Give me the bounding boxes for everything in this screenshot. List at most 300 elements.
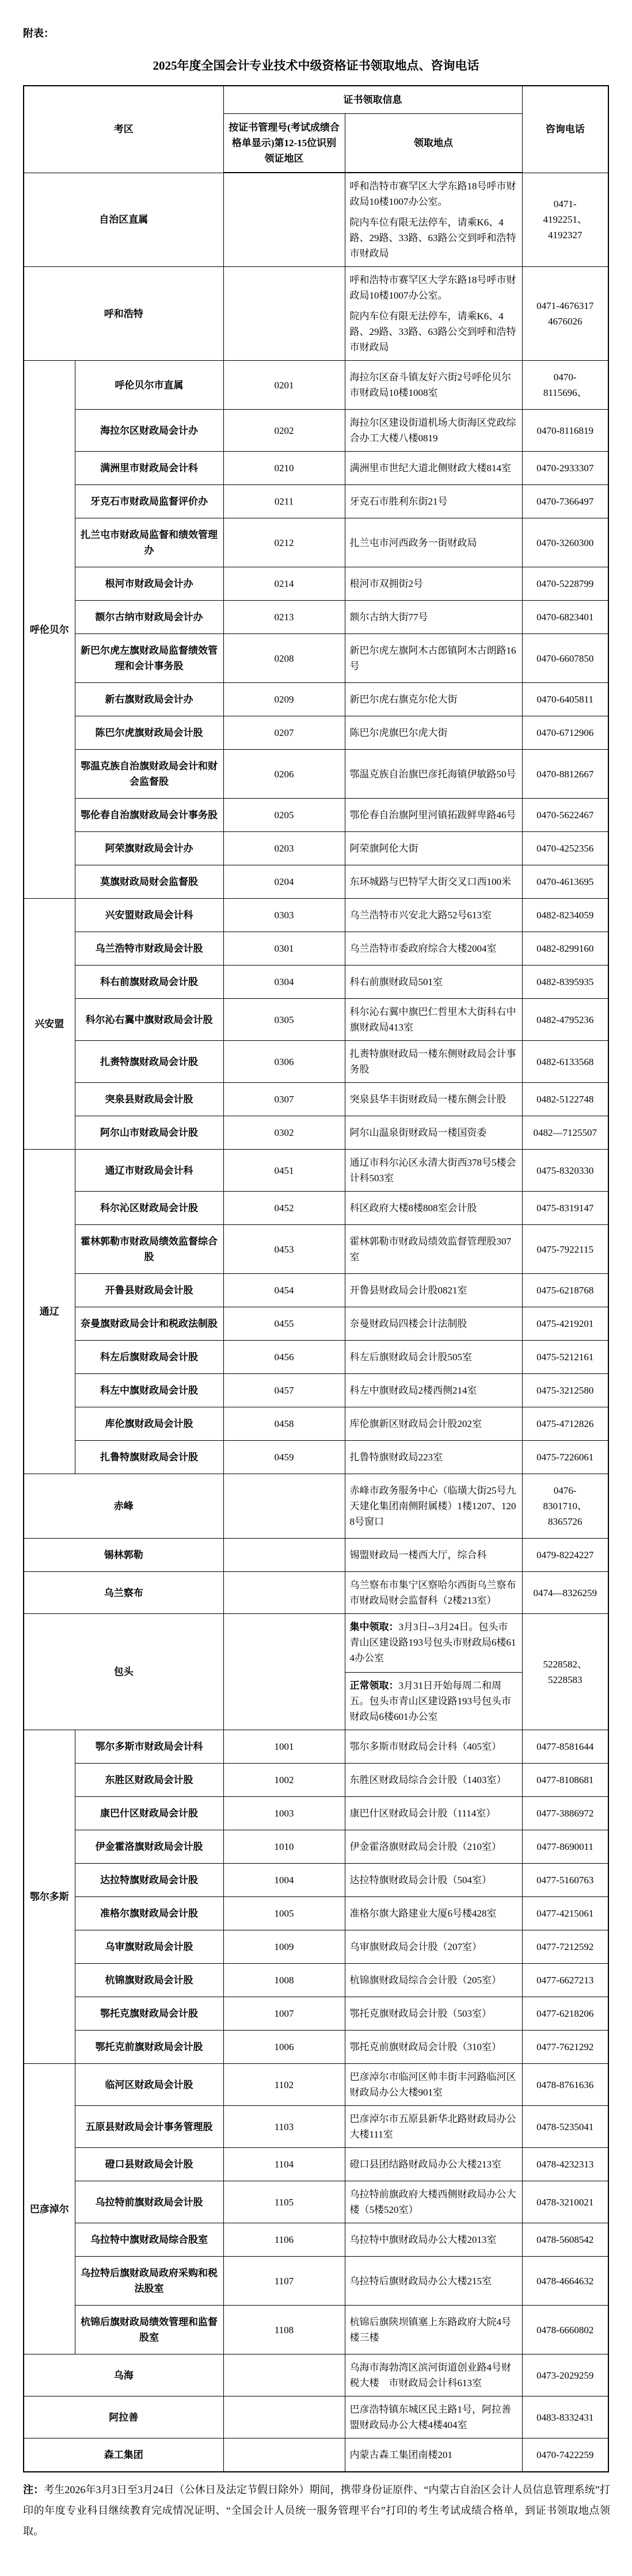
address-cell <box>345 1474 522 1539</box>
phone-cell: 0470-2933307 <box>522 452 608 485</box>
code-cell: 1005 <box>223 1897 345 1930</box>
region-row <box>24 2438 608 2472</box>
address-cell <box>345 683 522 716</box>
address-text: 内蒙古森工集团南楼201 <box>349 2449 452 2460</box>
phone-cell: 0470-3260300 <box>522 518 608 567</box>
phone-cell: 0477-7621292 <box>522 2031 608 2064</box>
office-row <box>24 1930 608 1964</box>
address-text: 鄂托克前旗财政局会计股（310室） <box>349 2041 501 2052</box>
code-cell <box>223 1539 345 1572</box>
code-cell: 0455 <box>223 1307 345 1341</box>
address-cell <box>345 567 522 601</box>
address-text: 根河市双拥街2号 <box>349 578 423 589</box>
office-row <box>24 1307 608 1341</box>
header-code: 按证书管理号(考试成绩合格单显示)第12-15位识别领证地区 <box>223 114 345 173</box>
address-cell <box>345 1897 522 1930</box>
office-row <box>24 799 608 832</box>
phone-cell: 0477-8690011 <box>522 1830 608 1864</box>
address-cell <box>345 2181 522 2223</box>
code-cell: 1102 <box>223 2064 345 2106</box>
code-cell: 0304 <box>223 965 345 999</box>
office-row <box>24 932 608 965</box>
address-cell <box>345 1192 522 1225</box>
address-text: 突泉县华丰街财政局一楼东侧会计股 <box>349 1094 507 1105</box>
phone-cell: 0474—8326259 <box>522 1572 608 1614</box>
address-text: 阿荣旗阿伦大街 <box>349 843 418 854</box>
phone-cell: 0482-8299160 <box>522 932 608 965</box>
office-name-cell: 科尔沁右翼中旗财政局会计股 <box>75 999 223 1041</box>
phone-cell: 0478-5235041 <box>522 2106 608 2148</box>
office-name-cell: 科尔沁区财政局会计股 <box>75 1192 223 1225</box>
code-cell: 1007 <box>223 1997 345 2031</box>
address-cell <box>345 1930 522 1964</box>
office-row <box>24 2181 608 2223</box>
office-name-cell: 杭锦旗财政局会计股 <box>75 1964 223 1997</box>
office-name-cell: 呼伦贝尔市直属 <box>75 361 223 410</box>
region-cell: 森工集团 <box>24 2438 223 2472</box>
region-cell: 呼和浩特 <box>24 267 223 361</box>
address-text: 巴彦淖尔市五原县新华北路财政局办公大楼111室 <box>349 2113 516 2140</box>
office-name-cell: 乌审旗财政局会计股 <box>75 1930 223 1964</box>
code-cell: 1001 <box>223 1730 345 1764</box>
region-row <box>24 173 608 267</box>
office-row <box>24 1441 608 1474</box>
phone-cell: 0478-4232313 <box>522 2148 608 2181</box>
phone-cell: 0471- 4192251、 4192327 <box>522 173 608 267</box>
office-name-cell: 杭锦后旗财政局绩效管理和监督股室 <box>75 2306 223 2354</box>
address-text: 正常领取：3月31日开始每周二和周五。包头市青山区建设路193号包头市财政局6楼601办公室 <box>345 1672 522 1730</box>
office-name-cell: 新巴尔虎左旗财政局监督绩效管理和会计事务股 <box>75 634 223 683</box>
address-text: 康巴什区财政局会计股（1114室） <box>349 1808 496 1819</box>
code-cell: 0452 <box>223 1192 345 1225</box>
footer-note-label: 注： <box>23 2484 44 2495</box>
address-text: 准格尔旗大路建业大厦6号楼428室 <box>349 1908 497 1919</box>
office-name-cell: 东胜区财政局会计股 <box>75 1764 223 1797</box>
phone-cell: 0470-6823401 <box>522 601 608 634</box>
address-text: 杭锦后旗陕坝镇塞上东路政府大院4号楼三楼 <box>349 2317 511 2343</box>
address-cell <box>345 518 522 567</box>
phone-cell: 0475-4712826 <box>522 1407 608 1441</box>
code-cell: 0206 <box>223 750 345 799</box>
address-text: 鄂托克旗财政局会计股（503室） <box>349 2008 492 2019</box>
office-name-cell: 鄂温克族自治旗财政局会计和财会监督股 <box>75 750 223 799</box>
code-cell: 0306 <box>223 1041 345 1083</box>
phone-cell: 5228582、 5228583 <box>522 1614 608 1730</box>
code-cell: 1103 <box>223 2106 345 2148</box>
office-row <box>24 750 608 799</box>
office-row <box>24 634 608 683</box>
office-name-cell: 乌拉特中旗财政局综合股室 <box>75 2223 223 2257</box>
office-row <box>24 2223 608 2257</box>
code-cell <box>223 2438 345 2472</box>
code-cell: 1003 <box>223 1797 345 1830</box>
address-text: 达拉特旗财政局会计股（504室） <box>349 1875 492 1886</box>
header-location: 领取地点 <box>345 114 522 173</box>
address-text: 海拉尔区奋斗镇友好六街2号呼伦贝尔市财政局10楼1008室 <box>349 372 511 398</box>
address-cell <box>345 2396 522 2438</box>
region-row <box>24 2396 608 2438</box>
phone-cell: 0477-8581644 <box>522 1730 608 1764</box>
phone-cell: 0475-5212161 <box>522 1341 608 1374</box>
address-cell <box>345 1150 522 1192</box>
code-cell <box>223 173 345 267</box>
address-cell <box>345 1730 522 1764</box>
office-name-cell: 新右旗财政局会计办 <box>75 683 223 716</box>
address-text: 乌审旗财政局会计股（207室） <box>349 1941 482 1952</box>
phone-cell: 0470-7366497 <box>522 485 608 518</box>
code-cell <box>223 2396 345 2438</box>
address-text: 通辽市科尔沁区永清大街西378号5楼会计科503室 <box>349 1157 516 1184</box>
address-text: 满洲里市世纪大道北侧财政大楼814室 <box>349 463 511 474</box>
address-text: 开鲁县财政局会计股0821室 <box>349 1285 467 1296</box>
address-text: 霍林郭勒市财政局绩效监督管理股307室 <box>349 1236 511 1262</box>
address-cell <box>345 601 522 634</box>
phone-cell: 0478-3210021 <box>522 2181 608 2223</box>
phone-cell: 0477-7212592 <box>522 1930 608 1964</box>
address-cell <box>345 1374 522 1407</box>
table-body <box>24 173 608 2472</box>
address-text: 额尔古纳大街77号 <box>349 612 428 623</box>
phone-cell: 0470-4252356 <box>522 832 608 865</box>
code-cell <box>223 2354 345 2396</box>
code-cell: 0211 <box>223 485 345 518</box>
address-text: 杭锦旗财政局综合会计股（205室） <box>349 1975 501 1986</box>
phone-cell: 0470-6712906 <box>522 716 608 750</box>
region-cell: 自治区直属 <box>24 173 223 267</box>
address-text: 科左后旗财政局会计股505室 <box>349 1352 472 1363</box>
address-cell <box>345 832 522 865</box>
code-cell <box>223 267 345 361</box>
code-cell: 0203 <box>223 832 345 865</box>
code-cell: 0451 <box>223 1150 345 1192</box>
address-cell <box>345 1797 522 1830</box>
code-cell: 1002 <box>223 1764 345 1797</box>
code-cell: 0213 <box>223 601 345 634</box>
code-cell: 0453 <box>223 1225 345 1274</box>
phone-cell: 0470-5228799 <box>522 567 608 601</box>
address-text: 科右前旗财政局501室 <box>349 976 443 987</box>
office-name-cell: 科左后旗财政局会计股 <box>75 1341 223 1374</box>
office-name-cell: 鄂托克前旗财政局会计股 <box>75 2031 223 2064</box>
header-region: 考区 <box>24 86 223 173</box>
office-name-cell: 康巴什区财政局会计股 <box>75 1797 223 1830</box>
phone-cell: 0482-4795236 <box>522 999 608 1041</box>
code-cell: 0301 <box>223 932 345 965</box>
address-cell <box>345 1307 522 1341</box>
code-cell: 0454 <box>223 1274 345 1307</box>
office-name-cell: 满洲里市财政局会计科 <box>75 452 223 485</box>
office-row <box>24 899 608 932</box>
address-cell <box>345 173 522 267</box>
office-name-cell: 鄂托克旗财政局会计股 <box>75 1997 223 2031</box>
office-row <box>24 2306 608 2354</box>
address-text: 呼和浩特市赛罕区大学东路18号呼市财政局10楼1007办公室。 <box>349 181 516 207</box>
address-cell <box>345 452 522 485</box>
address-cell <box>345 2223 522 2257</box>
address-cell <box>345 865 522 899</box>
address-text: 新巴尔虎左旗阿木古郎镇阿木古朗路16号 <box>349 645 516 671</box>
address-cell <box>345 1997 522 2031</box>
address-cell <box>345 932 522 965</box>
phone-cell: 0475-3212580 <box>522 1374 608 1407</box>
code-cell: 0456 <box>223 1341 345 1374</box>
office-name-cell: 库伦旗财政局会计股 <box>75 1407 223 1441</box>
code-cell: 0209 <box>223 683 345 716</box>
address-text: 集中领取：3月3日--3月24日。包头市青山区建设路193号包头市财政局6楼614办公室 <box>349 1621 516 1663</box>
address-text: 乌兰浩特市兴安北大路52号613室 <box>349 910 492 921</box>
office-row <box>24 1730 608 1764</box>
address-cell <box>345 1864 522 1897</box>
office-row <box>24 601 608 634</box>
office-name-cell: 扎赉特旗财政局会计股 <box>75 1041 223 1083</box>
code-cell: 1006 <box>223 2031 345 2064</box>
code-cell: 0459 <box>223 1441 345 1474</box>
address-cell <box>345 485 522 518</box>
office-row <box>24 1864 608 1897</box>
region-group-cell: 通辽 <box>24 1150 75 1474</box>
office-row <box>24 2148 608 2181</box>
address-cell <box>345 2306 522 2354</box>
region-cell: 乌兰察布 <box>24 1572 223 1614</box>
address-cell <box>345 634 522 683</box>
office-name-cell: 乌拉特后旗财政局政府采购和税法股室 <box>75 2257 223 2306</box>
header-cert-info: 证书领取信息 <box>223 86 522 114</box>
address-text: 锡盟财政局一楼西大厅，综合科 <box>349 1550 487 1560</box>
code-cell <box>223 1614 345 1730</box>
address-text: 科左中旗财政局2楼西侧214室 <box>349 1385 477 1396</box>
code-cell: 0201 <box>223 361 345 410</box>
region-row <box>24 1539 608 1572</box>
address-cell <box>345 2106 522 2148</box>
office-name-cell: 乌兰浩特市财政局会计股 <box>75 932 223 965</box>
address-text: 阿尔山温泉街财政局一楼国资委 <box>349 1127 487 1138</box>
phone-cell: 0475-8319147 <box>522 1192 608 1225</box>
address-cell <box>345 267 522 361</box>
address-cell <box>345 1341 522 1374</box>
office-name-cell: 磴口县财政局会计股 <box>75 2148 223 2181</box>
phone-cell: 0477-8108681 <box>522 1764 608 1797</box>
header-phone: 咨询电话 <box>522 86 608 173</box>
office-name-cell: 牙克石市财政局监督评价办 <box>75 485 223 518</box>
office-row <box>24 832 608 865</box>
office-row <box>24 683 608 716</box>
phone-cell: 0477-6627213 <box>522 1964 608 1997</box>
code-cell: 0302 <box>223 1116 345 1150</box>
address-text: 院内车位有限无法停车，请乘K6、4路、29路、33路、63路公交到呼和浩特市财政局 <box>349 311 516 353</box>
region-row <box>24 1474 608 1539</box>
region-group-cell: 呼伦贝尔 <box>24 361 75 899</box>
address-text: 扎鲁特旗财政局223室 <box>349 1452 443 1463</box>
phone-cell: 0482-8234059 <box>522 899 608 932</box>
phone-cell: 0478-6660802 <box>522 2306 608 2354</box>
office-name-cell: 科右前旗财政局会计股 <box>75 965 223 999</box>
region-row <box>24 1572 608 1614</box>
code-cell: 0307 <box>223 1083 345 1116</box>
phone-cell: 0470-6607850 <box>522 634 608 683</box>
phone-cell: 0470-7422259 <box>522 2438 608 2472</box>
phone-cell: 0482-6133568 <box>522 1041 608 1083</box>
office-row <box>24 1225 608 1274</box>
address-text: 牙克石市胜利东街21号 <box>349 496 448 507</box>
code-cell: 0457 <box>223 1374 345 1407</box>
office-name-cell: 突泉县财政局会计股 <box>75 1083 223 1116</box>
code-cell: 0214 <box>223 567 345 601</box>
office-name-cell: 莫旗财政局财会监督股 <box>75 865 223 899</box>
address-cell <box>345 2354 522 2396</box>
code-cell: 0208 <box>223 634 345 683</box>
phone-cell: 0482—7125507 <box>522 1116 608 1150</box>
phone-cell: 0470-6405811 <box>522 683 608 716</box>
address-cell <box>345 1274 522 1307</box>
region-cell: 包头 <box>24 1614 223 1730</box>
office-name-cell: 奈曼旗财政局会计和税政法制股 <box>75 1307 223 1341</box>
office-name-cell: 开鲁县财政局会计股 <box>75 1274 223 1307</box>
office-row <box>24 567 608 601</box>
phone-cell: 0470-5622467 <box>522 799 608 832</box>
office-name-cell: 兴安盟财政局会计科 <box>75 899 223 932</box>
office-name-cell: 霍林郭勒市财政局绩效监督综合股 <box>75 1225 223 1274</box>
office-name-cell: 陈巴尔虎旗财政局会计股 <box>75 716 223 750</box>
address-cell <box>345 1041 522 1083</box>
office-row <box>24 2257 608 2306</box>
office-row <box>24 1274 608 1307</box>
office-row <box>24 2031 608 2064</box>
address-text: 海拉尔区建设街道机场大街海区党政综合办工大楼八楼0819 <box>349 417 516 444</box>
office-name-cell: 鄂伦春自治旗财政局会计事务股 <box>75 799 223 832</box>
phone-cell: 0475-7922115 <box>522 1225 608 1274</box>
address-cell <box>345 899 522 932</box>
phone-cell: 0478-4664632 <box>522 2257 608 2306</box>
code-cell: 0303 <box>223 899 345 932</box>
address-text: 新巴尔虎右旗克尔伦大街 <box>349 694 458 705</box>
code-cell: 0204 <box>223 865 345 899</box>
code-cell: 1107 <box>223 2257 345 2306</box>
phone-cell: 0483-8332431 <box>522 2396 608 2438</box>
address-cell <box>345 1572 522 1614</box>
office-row <box>24 1764 608 1797</box>
office-name-cell: 扎兰屯市财政局监督和绩效管理办 <box>75 518 223 567</box>
office-name-cell: 海拉尔区财政局会计办 <box>75 410 223 452</box>
code-cell: 0305 <box>223 999 345 1041</box>
phone-cell: 0475-7226061 <box>522 1441 608 1474</box>
phone-cell: 0478-5608542 <box>522 2223 608 2257</box>
address-cell <box>345 410 522 452</box>
address-cell <box>345 799 522 832</box>
annex-label: 附表： <box>23 28 54 39</box>
code-cell: 1108 <box>223 2306 345 2354</box>
region-group-cell: 兴安盟 <box>24 899 75 1150</box>
office-row <box>24 1407 608 1441</box>
address-cell <box>345 2031 522 2064</box>
address-text: 乌海市海勃湾区滨河街道创业路4号财税大楼 市财政局会计科613室 <box>349 2362 511 2388</box>
phone-cell: 0478-8761636 <box>522 2064 608 2106</box>
code-cell: 1010 <box>223 1830 345 1864</box>
phone-cell: 0470-4613695 <box>522 865 608 899</box>
office-row <box>24 1830 608 1864</box>
phone-cell: 0470-8116819 <box>522 410 608 452</box>
address-cell <box>345 1083 522 1116</box>
address-cell <box>345 1764 522 1797</box>
phone-cell: 0477-3886972 <box>522 1797 608 1830</box>
code-cell: 1008 <box>223 1964 345 1997</box>
office-row <box>24 1797 608 1830</box>
address-text: 磴口县团结路财政局办公大楼213室 <box>349 2159 501 2170</box>
office-row <box>24 965 608 999</box>
code-cell: 0458 <box>223 1407 345 1441</box>
address-text: 东环城路与巴特罕大街交叉口西100米 <box>349 876 511 887</box>
address-text: 巴彦淖尔市临河区帅丰街丰河路临河区财政局办公大楼901室 <box>349 2071 516 2098</box>
address-text: 扎赉特旗财政局一楼东侧财政局会计事务股 <box>349 1048 516 1075</box>
office-row <box>24 1897 608 1930</box>
office-row <box>24 716 608 750</box>
region-group-cell: 巴彦淖尔 <box>24 2064 75 2354</box>
phone-cell: 0477-4215061 <box>522 1897 608 1930</box>
address-text: 科尔沁右翼中旗巴仁哲里木大街科右中旗财政局413室 <box>349 1006 516 1033</box>
region-row <box>24 267 608 361</box>
region-cell: 赤峰 <box>24 1474 223 1539</box>
address-text: 东胜区财政局综合会计股（1403室） <box>349 1774 507 1785</box>
address-text: 乌拉特后旗财政局办公大楼215室 <box>349 2275 492 2287</box>
address-text: 呼和浩特市赛罕区大学东路18号呼市财政局10楼1007办公室。 <box>349 274 516 301</box>
office-row <box>24 1192 608 1225</box>
address-cell <box>345 361 522 410</box>
phone-cell: 0482-8395935 <box>522 965 608 999</box>
address-text: 库伦旗新区财政局会计股202室 <box>349 1418 482 1429</box>
address-text: 乌兰察布市集宁区察哈尔西街乌兰察布市财政局财会监督科（2楼213室） <box>349 1579 516 1606</box>
office-name-cell: 准格尔旗财政局会计股 <box>75 1897 223 1930</box>
code-cell: 1104 <box>223 2148 345 2181</box>
page-title: 2025年度全国会计专业技术中级资格证书领取地点、咨询电话 <box>153 59 479 72</box>
address-text: 科区政府大楼8楼808室会计股 <box>349 1203 477 1213</box>
office-row <box>24 1041 608 1083</box>
code-cell: 1004 <box>223 1864 345 1897</box>
office-name-cell: 乌拉特前旗财政局会计股 <box>75 2181 223 2223</box>
office-name-cell: 临河区财政局会计股 <box>75 2064 223 2106</box>
code-cell: 0202 <box>223 410 345 452</box>
table-header <box>24 86 608 173</box>
phone-cell: 0475-8320330 <box>522 1150 608 1192</box>
address-cell <box>345 1614 522 1730</box>
address-cell <box>345 1407 522 1441</box>
address-text: 伊金霍洛旗财政局会计股（210室） <box>349 1841 501 1852</box>
office-row <box>24 452 608 485</box>
code-cell: 0210 <box>223 452 345 485</box>
region-cell: 乌海 <box>24 2354 223 2396</box>
code-cell <box>223 1474 345 1539</box>
code-cell: 0212 <box>223 518 345 567</box>
office-name-cell: 阿尔山市财政局会计股 <box>75 1116 223 1150</box>
address-text: 巴彦浩特镇东城区民主路1号，阿拉善盟财政局办公大楼4楼404室 <box>349 2404 511 2430</box>
address-cell <box>345 1539 522 1572</box>
address-text: 乌兰浩特市委政府综合大楼2004室 <box>349 943 497 954</box>
phone-cell: 0475-4219201 <box>522 1307 608 1341</box>
office-row <box>24 999 608 1041</box>
address-text: 鄂温克族自治旗巴彦托海镇伊敏路50号 <box>349 768 516 780</box>
office-row <box>24 1374 608 1407</box>
office-name-cell: 额尔古纳市财政局会计办 <box>75 601 223 634</box>
certificate-pickup-table <box>23 85 609 2472</box>
phone-cell: 0477-6218206 <box>522 1997 608 2031</box>
code-cell <box>223 1572 345 1614</box>
address-cell <box>345 2438 522 2472</box>
phone-cell: 0470- 8115696、 <box>522 361 608 410</box>
address-cell <box>345 1964 522 1997</box>
office-row <box>24 1997 608 2031</box>
office-row <box>24 361 608 410</box>
office-row <box>24 485 608 518</box>
address-cell <box>345 2064 522 2106</box>
region-cell: 锡林郭勒 <box>24 1539 223 1572</box>
